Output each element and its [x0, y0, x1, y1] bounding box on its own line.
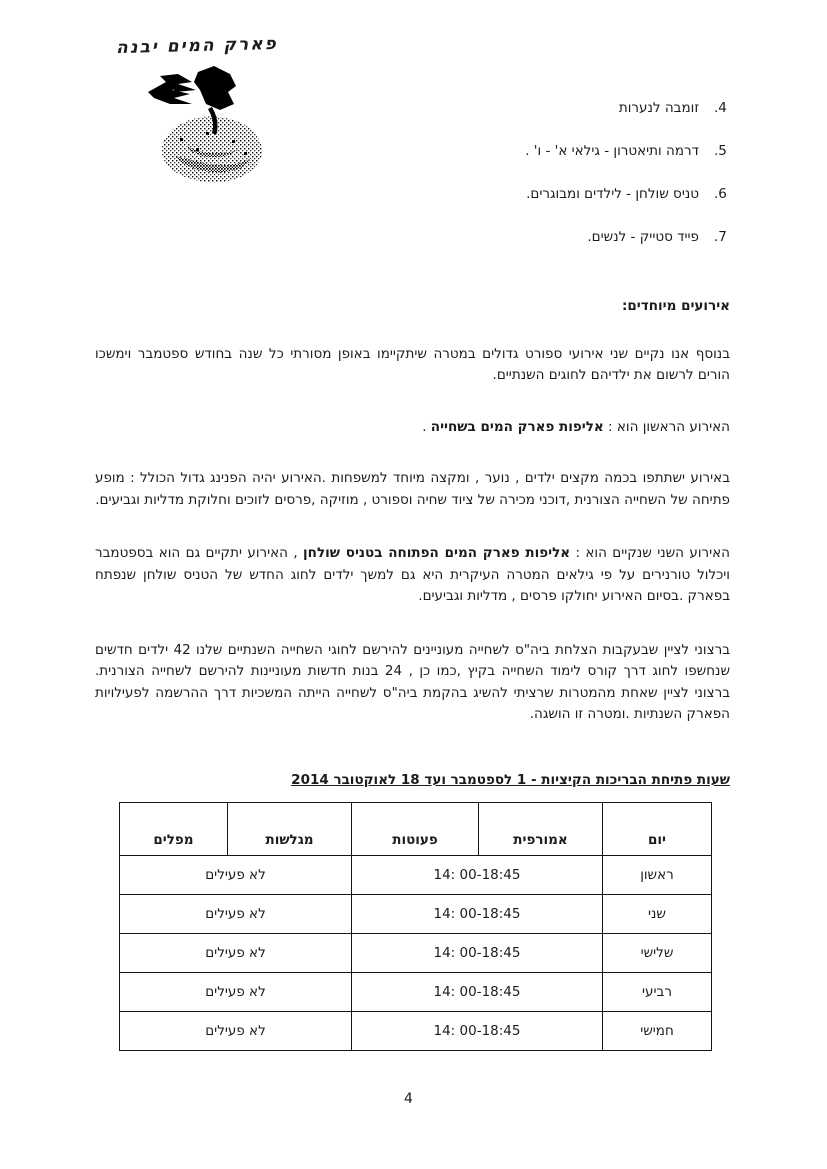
day-cell: שני [603, 894, 712, 933]
header-waterfalls: מפלים [120, 802, 228, 855]
logo-script-title: פארק המים יבנה [115, 33, 279, 59]
list-item-7 [95, 227, 730, 248]
list-item-text: טניס שולחן - לילדים ומבוגרים. [526, 186, 699, 202]
pool-hours-title: שעות פתיחת הבריכות הקיציות - 1 לספטמבר ועד 18 לאוקטובר 2014 [291, 771, 730, 788]
event1-line [95, 417, 730, 439]
status-cell: לא פעילים [120, 972, 352, 1011]
page-number: 4 [404, 1091, 413, 1107]
hours-cell: 14: 00-18:45 [352, 855, 603, 894]
list-item-number: 7. [714, 229, 727, 245]
day-cell: רביעי [603, 972, 712, 1011]
list-item-number: 4. [714, 100, 727, 116]
day-cell: חמישי [603, 1011, 712, 1050]
list-item-text: פייד סטייק - לנשים. [587, 229, 699, 245]
header-day: יום [603, 802, 712, 855]
table-header-row [120, 802, 712, 855]
list-item-text: דרמה ותיאטרון - גילאי א' - ו' . [525, 143, 699, 159]
special-events-heading: אירועים מיוחדים: [622, 298, 730, 314]
status-cell: לא פעילים [120, 1011, 352, 1050]
activities-list [95, 98, 730, 248]
day-cell: ראשון [603, 855, 712, 894]
list-item-number: 5. [714, 143, 727, 159]
body-text [95, 296, 730, 726]
event2-prefix: האירוע השני שנקיים הוא : [570, 545, 730, 561]
paragraph-event2 [95, 543, 730, 608]
status-cell: לא פעילים [120, 855, 352, 894]
day-cell: שלישי [603, 933, 712, 972]
list-item-4 [95, 98, 730, 119]
table-row [120, 855, 712, 894]
event1-prefix: האירוע הראשון הוא : [603, 418, 730, 435]
event2-suffix: , האירוע יתקיים גם הוא בספטמבר ויכלול טורנירים על פי גילאים המטרה העיקרית היא גם למשך ילדים לחוג החדש של הטניס שולחן שנפתח בפארק .בסיום האירוע יחולקו פרסים , מדליות וגביעים. [95, 545, 730, 604]
event1-title: אליפות פארק המים בשחייה [430, 418, 604, 435]
event1-suffix: . [422, 418, 431, 435]
list-item-text: זומבה לנערות [618, 100, 699, 116]
hours-cell: 14: 00-18:45 [352, 933, 603, 972]
header-amorphit-pool: אמורפית [479, 802, 603, 855]
list-item-5 [95, 141, 730, 162]
status-cell: לא פעילים [120, 933, 352, 972]
hours-cell: 14: 00-18:45 [352, 894, 603, 933]
header-toddlers-pool: פעוטות [352, 802, 479, 855]
table-row [120, 894, 712, 933]
paragraph-event1-details: באירוע ישתתפו בכמה מקצים ילדים , נוער , ומקצה מיוחד למשפחות .האירוע יהיה הפנינג גדול הכולל : מופע פתיחה של השחייה הצורנית ,דוכני מכירה של ציוד שחיה וספורט , מוזיקה ,פרסים לזוכים וחלוקת מדליות וגביעים. [95, 470, 730, 508]
list-item-6 [95, 184, 730, 205]
hours-cell: 14: 00-18:45 [352, 1011, 603, 1050]
table-row [120, 972, 712, 1011]
table-row [120, 933, 712, 972]
status-cell: לא פעילים [120, 894, 352, 933]
hours-cell: 14: 00-18:45 [352, 972, 603, 1011]
header-slides: מגלשות [228, 802, 352, 855]
list-item-number: 6. [714, 186, 727, 202]
content-column [95, 0, 730, 1051]
paragraph-intro: בנוסף אנו נקיים שני אירועי ספורט גדולים במטרה שיתקיימו באופן מסורתי כל שנה בחודש ספטמבר וימשכו הורים לרשום את ילדיהם לחוגים השנתיים. [95, 345, 730, 383]
paragraph-swim-school: ברצוני לציין שבעקבות הצלחת ביה"ס לשחייה מעוניינים להירשם לחוגי השחייה השנתיים שלנו 42 ילדים חדשים שנחשפו לחוג דרך קורס לימוד השחייה בקיץ ,כמו כן , 24 בנות חדשות מעוניינות להירשם לשחייה הצורנית. ברצוני לציין שאחת מהמטרות שרציתי להשיג בהקמת ביה"ס לשחייה הייתה המשכיות דרך ההרשמה לפעילויות הפארק השנתיות .ומטרה זו הושגה. [95, 641, 731, 722]
pool-hours-table [119, 802, 712, 1051]
event2-title: אליפות פארק המים הפתוחה בטניס שולחן [303, 545, 571, 561]
table-row [120, 1011, 712, 1050]
